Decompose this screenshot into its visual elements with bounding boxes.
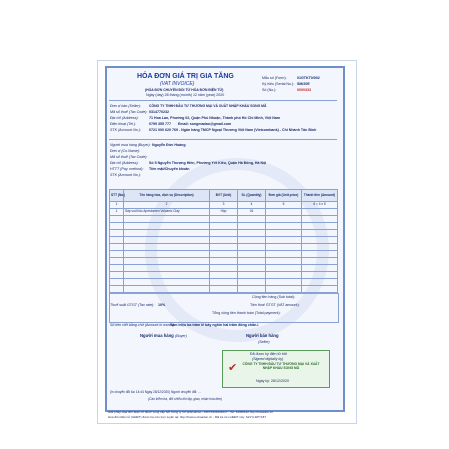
- seller-phone: 0799 355 777: [149, 122, 171, 126]
- seller-name: CÔNG TY TNHH ĐẦU TƯ THƯƠNG MẠI VÀ XUẤT NHẬP KHẨU SONG MÃ: [149, 104, 267, 108]
- buyer-payment-label: HTTT (Pay. method):: [110, 167, 144, 171]
- formula-cell: 4: [238, 202, 266, 209]
- footer-line1: Giải pháp Hóa đơn Điện tử được cung cấp bởi Công ty Cổ phần Ehoo - MST:0101001017 - Tel: 19006142 http://ehoadon.vn: [108, 410, 273, 414]
- buyer-tax-label: Mã số thuế (Tax Code):: [110, 155, 148, 159]
- table-row: [110, 286, 338, 293]
- buyer-sign-sub: (Buyer): [175, 334, 187, 338]
- seller-name-label: Đơn vị bán (Seller):: [110, 104, 141, 108]
- formula-row: [110, 202, 338, 209]
- serial-value: SM/20E: [297, 82, 310, 86]
- buyer-company-label: Đơn vị (Co.Name):: [110, 149, 140, 153]
- formula-cell: 3: [210, 202, 238, 209]
- table-row: [110, 216, 338, 223]
- divider: [109, 139, 337, 140]
- seller-tax-label: Mã số thuế (Tax Code):: [110, 110, 148, 114]
- row-unit: Hộp: [210, 209, 238, 216]
- table-row: [110, 209, 338, 216]
- seller-tax: 0314770232: [149, 110, 169, 114]
- table-header-row: [110, 190, 338, 202]
- col-header-description: Tên hàng hóa, dịch vụ (Description): [124, 190, 210, 202]
- in-words-value: Tám triệu ba trăm lẻ bảy nghìn hai trăm đồng chẵn./.: [170, 323, 260, 327]
- buyer-label: Người mua hàng (Buyer):: [110, 143, 151, 147]
- seller-account: 0721 000 620 769 - Ngân hàng TMCP Ngoại Thương Việt Nam (Vietcombank) - Chi Nhánh Tân Bình: [149, 128, 317, 132]
- signed-date: Ngày ký: 28/12/2020: [256, 379, 289, 383]
- formula-cell: 5: [266, 202, 302, 209]
- buyer-address: Số 5 Nguyễn Thượng Hiền, Phường Yết Kiêu, Quận Hà Đông, Hà Nội: [149, 161, 267, 165]
- col-header-amount: Thành tiền (Amount): [302, 190, 338, 202]
- invoice-date: Ngày (day) 28 tháng (month) 12 năm (year) 2020: [146, 93, 225, 97]
- col-header-quantity: SL (Quantity): [238, 190, 266, 202]
- items-table: [109, 189, 338, 293]
- seller-sign-sub: (Seller): [258, 340, 270, 344]
- buyer-name: Nguyễn Đức Hoàng: [152, 143, 186, 147]
- buyer-account-label: STK (Account No.):: [110, 173, 141, 177]
- table-row: [110, 244, 338, 251]
- footer-line2: Hóa đơn Điện tử (HĐĐT) được tra cứu trực tuyến tại: http://tracuu.ehoadon.vn - Mã tra cứu HĐĐT này: S21YLDPY187: [108, 415, 266, 419]
- check-note: (Cần kiểm tra, đối chiếu khi lập, giao, nhận hóa đơn): [148, 397, 223, 401]
- in-words-label: Số tiền viết bằng chữ (Amount in words):: [110, 323, 175, 327]
- invoice-title: HÓA ĐƠN GIÁ TRỊ GIA TĂNG: [137, 73, 234, 80]
- col-header-no: STT (No.): [110, 190, 124, 202]
- seller-address-label: Địa chỉ (Address):: [110, 116, 139, 120]
- seller-account-label: STK (Account No.):: [110, 128, 141, 132]
- table-row: [110, 223, 338, 230]
- signed-company: CÔNG TY TNHH ĐẦU TƯ THƯƠNG MẠI VÀ XUẤT NHẬP KHẨU SONG MÃ: [242, 362, 320, 371]
- seller-address: 71 Hoa Lan, Phường 02, Quận Phú Nhuận, Thành phố Hồ Chí Minh, Việt Nam: [149, 116, 281, 120]
- buyer-address-label: Địa chỉ (Address):: [110, 161, 139, 165]
- formula-cell: 1: [110, 202, 124, 209]
- form-label: Mẫu số (Form):: [262, 76, 287, 80]
- col-header-unit: ĐVT (Unit): [210, 190, 238, 202]
- serial-label: Ký hiệu (Serial No.):: [262, 82, 295, 86]
- converted-by: (In chuyển đổi lúc 14:44 Ngày 28/12/2020) Người chuyển đổi: ...: [110, 390, 201, 394]
- divider: [109, 100, 337, 101]
- seller-phone-label: Điện thoại (Tel.):: [110, 122, 137, 126]
- buyer-sign-label: Người mua hàng: [140, 333, 174, 338]
- formula-cell: 6 = 4 x 5: [302, 202, 338, 209]
- form-value: 01GTKT0/002: [297, 76, 320, 80]
- buyer-payment: Tiền mặt/Chuyển khoản: [149, 167, 190, 171]
- table-row: [110, 230, 338, 237]
- signature-check-icon: ✔: [228, 362, 238, 374]
- vat-amount-label: Tiền thuế GTGT (VAT amount):: [250, 303, 300, 307]
- signed-line1: Đã được ký điện tử bởi: [250, 352, 288, 356]
- table-row: [110, 237, 338, 244]
- vat-rate-value: 10%: [158, 303, 166, 307]
- seller-sign-label: Người bán hàng: [246, 333, 279, 338]
- total-label: Tổng cộng tiền thanh toán (Total payment):: [212, 311, 281, 315]
- table-row: [110, 251, 338, 258]
- invoice-subtitle: (VAT INVOICE): [160, 81, 195, 87]
- table-row: [110, 272, 338, 279]
- subtotal-label: Cộng tiền hàng (Sub total):: [252, 295, 295, 299]
- row-unit-price: [266, 209, 302, 216]
- row-no: 1: [110, 209, 124, 216]
- row-quantity: 04: [238, 209, 266, 216]
- row-description: Sáp vuốt tóc Apestomen Volcanic Clay: [124, 209, 210, 216]
- table-row: [110, 258, 338, 265]
- table-row: [110, 265, 338, 272]
- number-value: 0000333: [297, 88, 311, 92]
- row-amount: [302, 209, 338, 216]
- col-header-unit-price: Đơn giá (Unit price): [266, 190, 302, 202]
- formula-cell: 2: [124, 202, 210, 209]
- table-row: [110, 279, 338, 286]
- vat-rate-label: Thuế suất GTGT (Tax rate):: [110, 303, 155, 307]
- number-label: Số (No.):: [262, 88, 277, 92]
- signed-line2: (Signed digitally by): [252, 357, 284, 361]
- seller-email: Email: songmadao@gmail.com: [178, 122, 232, 126]
- converted-note: (HÓA ĐƠN CHUYỂN ĐỔI TỪ HÓA ĐƠN ĐIỆN TỬ): [145, 88, 224, 92]
- totals-box: [109, 293, 339, 323]
